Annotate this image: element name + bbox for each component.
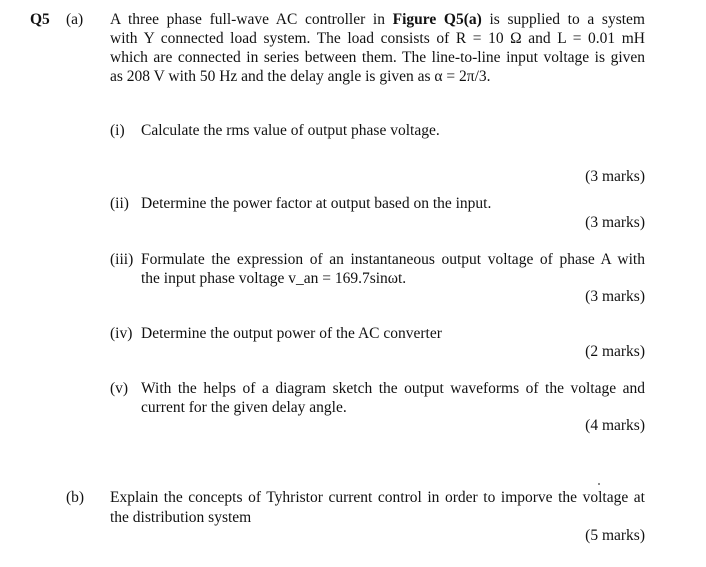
intro-line-1: A three phase full-wave AC controller in Figure Q5(a) is supplied to a system: [110, 11, 645, 28]
subq-iii-text-2: the input phase voltage v_an = 169.7sinωt.: [141, 270, 407, 287]
question-number: Q5: [30, 11, 50, 28]
subq-ii-marks: (3 marks): [585, 214, 645, 231]
intro-line-4: as 208 V with 50 Hz and the delay angle is given as α = 2π/3.: [110, 68, 491, 85]
subq-v-text-1: With the helps of a diagram sketch the output waveforms of the voltage and: [141, 380, 645, 397]
intro-line-2: with Y connected load system. The load consists of R = 10 Ω and L = 0.01 mH: [110, 30, 645, 47]
subq-i-text: Calculate the rms value of output phase voltage.: [141, 122, 440, 139]
stray-dot: [598, 483, 600, 485]
intro-line-3: which are connected in series between them. The line-to-line input voltage is given: [110, 49, 645, 66]
subq-v-label: (v): [110, 380, 129, 397]
part-b-text-2: the distribution system: [110, 509, 252, 526]
subq-i-marks: (3 marks): [585, 168, 645, 185]
subq-iv-label: (iv): [110, 325, 133, 342]
subq-iii-marks: (3 marks): [585, 288, 645, 305]
subq-ii-label: (ii): [110, 195, 129, 212]
subq-v-marks: (4 marks): [585, 417, 645, 434]
part-a-label: (a): [66, 11, 84, 28]
part-b-text-1: Explain the concepts of Tyhristor current control in order to imporve the voltage at: [110, 489, 645, 506]
part-b-label: (b): [66, 489, 85, 506]
subq-iii-text-1: Formulate the expression of an instantaneous output voltage of phase A with: [141, 251, 645, 268]
subq-ii-text: Determine the power factor at output based on the input.: [141, 195, 492, 212]
subq-iii-label: (iii): [110, 251, 134, 268]
subq-v-text-2: current for the given delay angle.: [141, 399, 347, 416]
subq-iv-marks: (2 marks): [585, 343, 645, 360]
subq-i-label: (i): [110, 122, 125, 139]
part-b-marks: (5 marks): [585, 527, 645, 544]
subq-iv-text: Determine the output power of the AC converter: [141, 325, 442, 342]
